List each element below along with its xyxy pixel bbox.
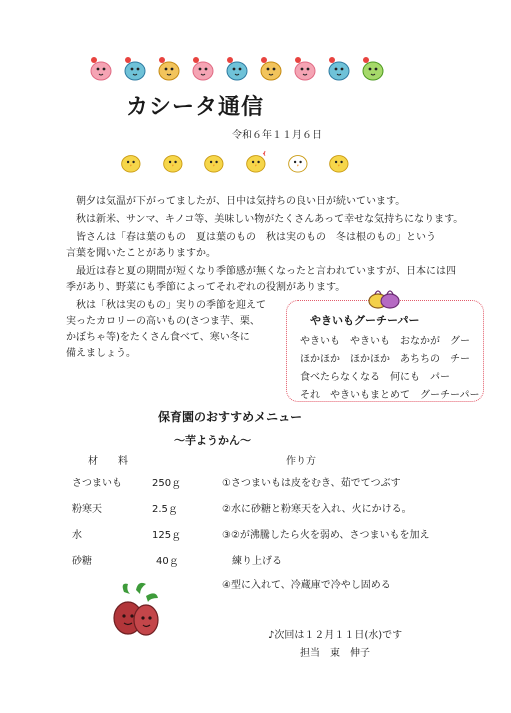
- chick-icon: [160, 148, 186, 176]
- newsletter-title: カシータ通信: [126, 95, 265, 120]
- song-line-4: それ やきいもまとめて グーチーパー: [300, 390, 480, 401]
- decorative-birds-row: [86, 50, 406, 86]
- bird-icon: [86, 54, 114, 82]
- dish-name: ～芋ようかん～: [174, 434, 251, 447]
- recipe-step: ③②が沸騰したら火を弱め、さつまいもを加え: [222, 530, 430, 541]
- ingredient-amount: 125ｇ: [152, 530, 182, 541]
- recipe-step: ①さつまいもは皮をむき、茹でてつぶす: [222, 478, 401, 489]
- paragraph-5a: 秋は「秋は実のもの」実りの季節を迎えて: [76, 300, 266, 311]
- paragraph-5d: 備えましょう。: [66, 348, 136, 359]
- paragraph-2: 秋は新米、サンマ、キノコ等、美味しい物がたくさんあって幸せな気持ちになります。: [76, 214, 464, 225]
- song-line-1: やきいも やきいも おなかが グー: [300, 336, 470, 347]
- paragraph-3b: 言葉を聞いたことがありますか。: [66, 248, 216, 259]
- paragraph-5b: 実ったカロリーの高いもの(さつま芋、栗、: [66, 316, 260, 327]
- bird-icon: [188, 54, 216, 82]
- ingredient-amount: 250ｇ: [152, 478, 182, 489]
- issue-date: 令和６年１１月６日: [232, 130, 322, 141]
- bird-icon: [120, 54, 148, 82]
- sweet-potato-illustration-icon: [106, 580, 164, 642]
- chick-icon: [118, 148, 144, 176]
- author-credit: 担当 東 伸子: [300, 648, 370, 659]
- bird-icon: [358, 54, 386, 82]
- paragraph-4b: 季があり、野菜にも季節によってそれぞれの役割があります。: [66, 282, 346, 293]
- ingredient-amount: 2.5ｇ: [152, 504, 178, 515]
- song-line-3: 食べたらなくなる 何にも パー: [300, 372, 450, 383]
- paragraph-3a: 皆さんは「春は葉のもの 夏は葉のもの 秋は実のもの 冬は根のもの」という: [76, 232, 436, 243]
- recipe-step: 練り上げる: [222, 556, 282, 567]
- ingredient-name: 砂糖: [72, 556, 92, 567]
- song-line-2: ほかほか ほかほか あちちの チー: [300, 354, 470, 365]
- ingredient-amount: 40ｇ: [156, 556, 179, 567]
- bird-icon: [222, 54, 250, 82]
- bird-icon: [154, 54, 182, 82]
- paragraph-1: 朝夕は気温が下がってましたが、日中は気持ちの良い日が続いています。: [76, 196, 406, 207]
- menu-title: 保育園のおすすめメニュー: [158, 410, 303, 424]
- paragraph-4a: 最近は春と夏の期間が短くなり季節感が無くなったと言われていますが、日本には四: [76, 266, 456, 277]
- ingredient-name: 水: [72, 530, 82, 541]
- decorative-chicks-row: [118, 144, 368, 180]
- sweet-potato-icon: [367, 286, 401, 312]
- chick-icon: [243, 148, 269, 176]
- bird-icon: [256, 54, 284, 82]
- recipe-step: ②水に砂糖と粉寒天を入れ、火にかける。: [222, 504, 412, 515]
- ingredients-header: 材 料: [88, 456, 128, 467]
- paragraph-5c: かぼちゃ等)をたくさん食べて、寒い冬に: [66, 332, 250, 343]
- bird-icon: [324, 54, 352, 82]
- ingredient-name: さつまいも: [72, 478, 122, 489]
- ingredient-name: 粉寒天: [72, 504, 102, 515]
- song-title: やきいもグーチーパー: [310, 314, 420, 327]
- chick-icon: [285, 148, 311, 176]
- next-issue-note: ♪次回は１２月１１日(水)です: [268, 630, 403, 641]
- steps-header: 作り方: [286, 456, 316, 467]
- chick-icon: [201, 148, 227, 176]
- recipe-step: ④型に入れて、冷蔵庫で冷やし固める: [222, 580, 391, 591]
- bird-icon: [290, 54, 318, 82]
- chick-icon: [326, 148, 352, 176]
